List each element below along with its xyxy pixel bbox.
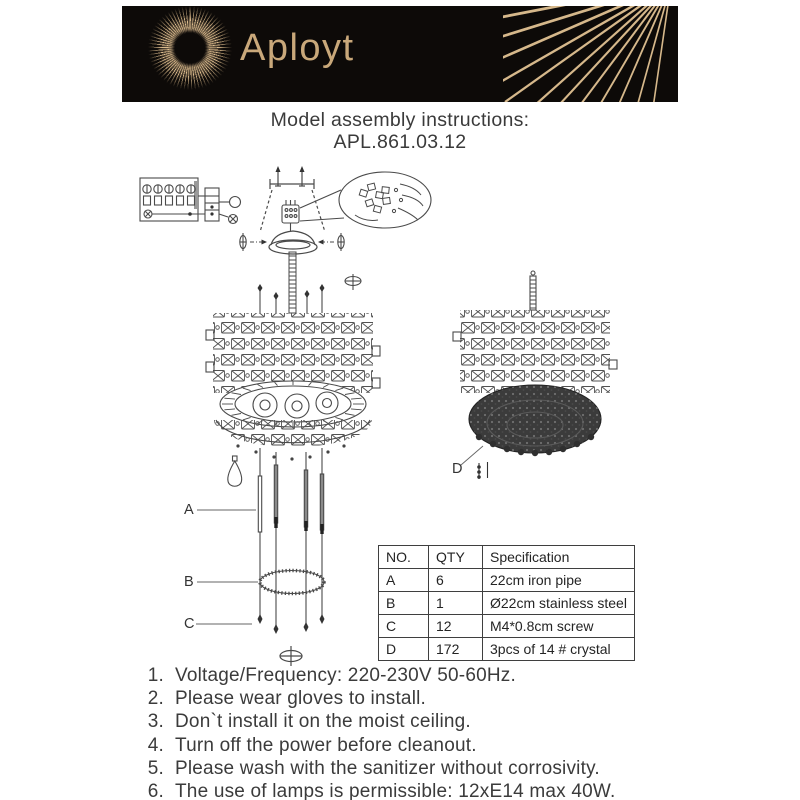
- instruction-list: [128, 664, 615, 800]
- screw-icon-mid: [345, 274, 361, 290]
- instruction-number: 1.: [147, 665, 164, 686]
- cell-qty: 1: [429, 592, 483, 615]
- instruction-text: The use of lamps is permissible: 12xE14 max 40W.: [175, 780, 616, 800]
- col-header-spec: Specification: [483, 546, 635, 569]
- diagram-label-b: B: [184, 574, 194, 590]
- table-row: [379, 592, 635, 615]
- wiring-diagram: [140, 178, 241, 224]
- parts-table: [378, 545, 635, 661]
- cell-spec: M4*0.8cm screw: [483, 615, 635, 638]
- cell-qty: 172: [429, 638, 483, 661]
- instruction-number: 5.: [147, 757, 164, 779]
- cell-qty: 6: [429, 569, 483, 592]
- cell-spec: 3pcs of 14 # crystal: [483, 638, 635, 661]
- cell-no: D: [379, 638, 429, 661]
- instruction-text: Please wash with the sanitizer without corrosivity.: [175, 757, 600, 779]
- screw-icon-left: [240, 233, 268, 251]
- screw-icon-bottom: [280, 646, 302, 666]
- terminal-block: [282, 200, 299, 231]
- diagram-label-c: C: [184, 616, 195, 632]
- col-header-qty: QTY: [429, 546, 483, 569]
- table-row: [379, 569, 635, 592]
- instruction-item: [128, 710, 615, 733]
- instruction-number: 3.: [147, 711, 164, 733]
- brand-logo-text: Aployt: [240, 27, 355, 69]
- instruction-text: Turn off the power before cleanout.: [175, 734, 477, 756]
- instruction-number: 4.: [147, 734, 164, 756]
- cell-qty: 12: [429, 615, 483, 638]
- callout-detail: [300, 172, 431, 228]
- suspension-rods: [196, 448, 325, 634]
- hanging-rod: [289, 252, 296, 313]
- cell-no: B: [379, 592, 429, 615]
- cell-no: A: [379, 569, 429, 592]
- bulb-icon: [228, 456, 242, 486]
- top-pins: [258, 284, 325, 313]
- instruction-number: 2.: [147, 688, 164, 710]
- starburst-logo-icon: [146, 6, 234, 92]
- instruction-item: [128, 780, 615, 800]
- instruction-item: [128, 734, 615, 757]
- brand-banner: [122, 6, 678, 102]
- diagram-label-a: A: [184, 502, 194, 518]
- title-block: [0, 110, 800, 153]
- cell-spec: Ø22cm stainless steel: [483, 592, 635, 615]
- cell-spec: 22cm iron pipe: [483, 569, 635, 592]
- left-chandelier: [206, 284, 380, 461]
- model-number: APL.861.03.12: [333, 130, 467, 153]
- screw-icon-right: [318, 233, 345, 251]
- right-chandelier: [453, 271, 617, 465]
- instruction-item: [128, 687, 615, 710]
- instruction-text: Voltage/Frequency: 220-230V 50-60Hz.: [175, 665, 516, 686]
- ceiling-bracket: [260, 166, 325, 232]
- diagram-label-d: D: [452, 461, 463, 477]
- canopy: [269, 231, 317, 254]
- table-row: [379, 615, 635, 638]
- instruction-item: [128, 757, 615, 780]
- instruction-item: [128, 664, 615, 687]
- instruction-text: Please wear gloves to install.: [175, 688, 427, 710]
- crystal-icon: [477, 462, 487, 479]
- cell-no: C: [379, 615, 429, 638]
- instruction-number: 6.: [147, 780, 164, 800]
- table-row: [379, 638, 635, 661]
- col-header-no: NO.: [379, 546, 429, 569]
- instruction-text: Don`t install it on the moist ceiling.: [175, 711, 471, 733]
- decorative-rays-icon: [503, 6, 678, 102]
- table-header-row: [379, 546, 635, 569]
- page-title: Model assembly instructions:: [270, 109, 530, 131]
